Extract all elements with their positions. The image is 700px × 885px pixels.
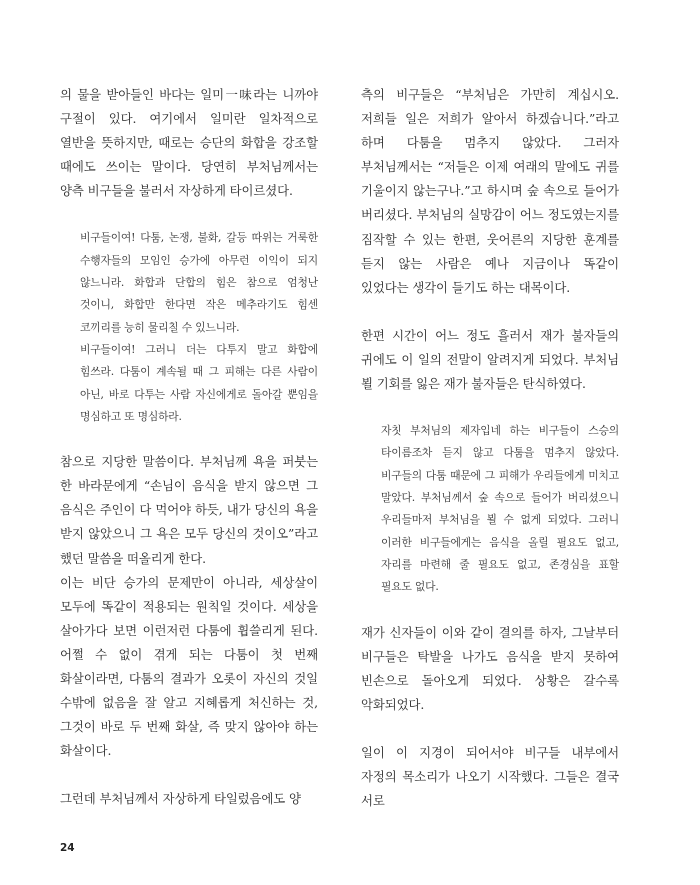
quote-paragraph: 비구들이여! 그러니 더는 다투지 말고 화합에 힘쓰라. 다툼이 계속될 때 그 피해는 다른 사람이 아닌, 바로 다투는 사람 자신에게로 돌아갈 뿐임을 명심하고 또 명심하라. — [80, 342, 318, 423]
body-paragraph: 이는 비단 승가의 문제만이 아니라, 세상살이 모두에 똑같이 적용되는 원칙일 것이다. 세상을 살아가다 보면 이런저런 다툼에 휩쓸리게 된다. 어쩔 수 없이 겪게 되는 다툼이 첫 번째 화살이라면, 다툼의 결과가 오롯이 자신의 것일 수밖에 없음을 잘 알고 지혜롭게 처신하는 것, 그것이 바로 두 번째 화살, 즉 맞지 않아야 하는 화살이다. — [60, 574, 318, 759]
quote-paragraph: 비구들이여! 다툼, 논쟁, 불화, 갈등 따위는 거룩한 수행자들의 모임인 승가에 아무런 이익이 되지 않느니라. 화합과 단합의 힘은 참으로 엄청난 것이니, 화합만 한다면 작은 메추라기도 힘센 코끼리를 능히 물리칠 수 있느니라. — [80, 231, 318, 334]
body-paragraph: 측의 비구들은 “부처님은 가만히 계십시오. 저희들 일은 저희가 알아서 하겠습니다.”라고 하며 다툼을 멈추지 않았다. 그러자 부처님께서는 “저들은 이제 여래의 말에도 귀를 기울이지 않는구나.”고 하시며 숲 속으로 들어가 버리셨다. 부처님의 실망감이 어느 정도였는지를 짐작할 수 있는 한편, 웃어른의 지당한 훈계를 듣지 않는 사람은 예나 지금이나 똑같이 있었다는 생각이 들기도 하는 대목이다. — [361, 87, 619, 295]
quote-paragraph: 자칫 부처님의 제자입네 하는 비구들이 스승의 타이름조차 듣지 않고 다툼을 멈추지 않았다. 비구들의 다툼 때문에 그 피해가 우리들에게 미치고 말았다. 부처님께서 숲 속으로 들어가 버리셨으니 우리들마저 부처님을 뵐 수 없게 되었다. 그러니 이러한 비구들에게는 음식을 올릴 필요도 없고, 자리를 마련해 줄 필요도 없고, 존경심을 표할 필요도 없다. — [381, 424, 619, 594]
body-paragraph: 일이 이 지경이 되어서야 비구들 내부에서 자정의 목소리가 나오기 시작했다. 그들은 결국 서로 — [361, 744, 619, 809]
page-number: 24 — [60, 842, 75, 854]
block-quote — [60, 227, 318, 428]
block-quote — [361, 420, 619, 598]
body-paragraph: 그런데 부처님께서 자상하게 타일렀음에도 양 — [60, 791, 301, 807]
body-paragraph: 참으로 지당한 말씀이다. 부처님께 욕을 퍼붓는 한 바라문에게 “손님이 음식을 받지 않으면 그 음식은 주인이 다 먹어야 하듯, 내가 당신의 욕을 받지 않았으니 그 욕은 모두 당신의 것이오”라고 했던 말씀을 떠올리게 한다. — [60, 454, 318, 566]
body-paragraph: 의 물을 받아들인 바다는 일미一味라는 니까야 구절이 있다. 여기에서 일미란 일차적으로 열반을 뜻하지만, 때로는 승단의 화합을 강조할 때에도 쓰이는 말이다. 당연히 부처님께서는 양측 비구들을 불러서 자상하게 타이르셨다. — [60, 87, 318, 199]
body-paragraph: 재가 신자들이 이와 같이 결의를 하자, 그날부터 비구들은 탁발을 나가도 음식을 받지 못하여 빈손으로 돌아오게 되었다. 상황은 갈수록 악화되었다. — [361, 624, 619, 712]
right-column — [361, 83, 619, 837]
body-paragraph: 한편 시간이 어느 정도 흘러서 재가 불자들의 귀에도 이 일의 전말이 알려지게 되었다. 부처님 뵐 기회를 잃은 재가 불자들은 탄식하였다. — [361, 327, 619, 392]
left-column — [60, 83, 318, 835]
